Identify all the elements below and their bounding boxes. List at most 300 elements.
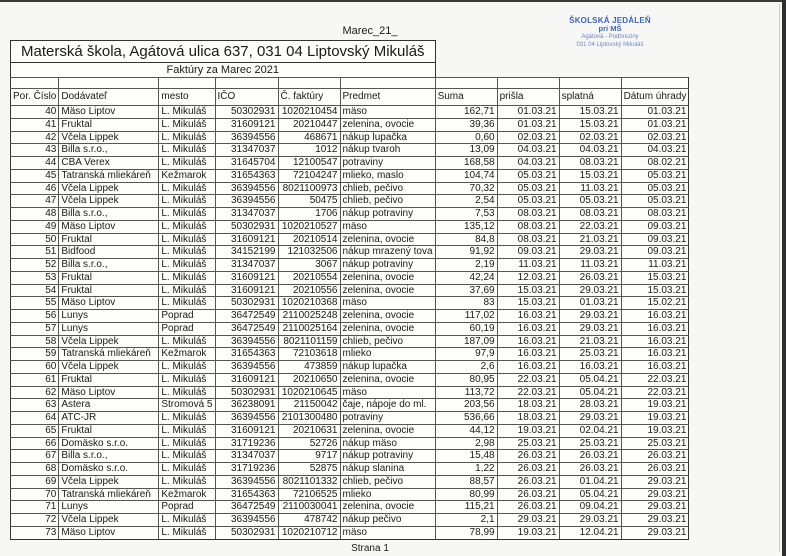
cell-payment-date: 02.03.21 bbox=[621, 131, 689, 144]
cell-payment-date: 09.03.21 bbox=[621, 220, 689, 233]
cell-invoice-number: 20210650 bbox=[278, 373, 340, 386]
table-row bbox=[11, 284, 689, 297]
cell-city: L. Mikuláš bbox=[159, 437, 215, 450]
cell-company-id: 36394556 bbox=[215, 475, 278, 488]
cell-invoice-number: 468671 bbox=[278, 131, 340, 144]
cell-subject: potraviny bbox=[340, 412, 435, 425]
cell-invoice-number: 1020210368 bbox=[278, 297, 340, 310]
table-row bbox=[11, 386, 689, 399]
cell-city: L. Mikuláš bbox=[159, 259, 215, 272]
column-header: Por. Číslo bbox=[11, 89, 59, 106]
cell-invoice-number: 1012 bbox=[278, 144, 340, 157]
cell-invoice-number: 1020210454 bbox=[278, 106, 340, 119]
cell-company-id: 31609121 bbox=[215, 271, 278, 284]
cell-amount: 13,09 bbox=[435, 144, 497, 157]
cell-due-date: 12.04.21 bbox=[559, 526, 621, 539]
column-header: mesto bbox=[159, 89, 215, 106]
cell-subject: zelenina, ovocie bbox=[340, 233, 435, 246]
cell-city: Kežmarok bbox=[159, 169, 215, 182]
cell-received-date: 01.03.21 bbox=[497, 118, 559, 131]
cell-amount: 88,57 bbox=[435, 475, 497, 488]
cell-row-number: 59 bbox=[11, 348, 59, 361]
cell-subject: mäso bbox=[340, 220, 435, 233]
cell-city: L. Mikuláš bbox=[159, 208, 215, 221]
cell-invoice-number: 1020210712 bbox=[278, 526, 340, 539]
cell-row-number: 73 bbox=[11, 526, 59, 539]
cell-city: Poprad bbox=[159, 501, 215, 514]
cell-company-id: 50302931 bbox=[215, 386, 278, 399]
subtitle-row bbox=[11, 63, 689, 78]
column-header: splatná bbox=[559, 89, 621, 106]
table-row bbox=[11, 373, 689, 386]
cell-amount: 1,22 bbox=[435, 463, 497, 476]
column-header: IČO bbox=[215, 89, 278, 106]
cell-subject: mlieko bbox=[340, 488, 435, 501]
cell-supplier: Fruktal bbox=[59, 424, 159, 437]
cell-amount: 203,56 bbox=[435, 399, 497, 412]
cell-due-date: 21.03.21 bbox=[559, 233, 621, 246]
cell-payment-date: 19.03.21 bbox=[621, 412, 689, 425]
cell-due-date: 16.03.21 bbox=[559, 361, 621, 374]
cell-payment-date: 16.03.21 bbox=[621, 348, 689, 361]
cell-amount: 80,95 bbox=[435, 373, 497, 386]
cell-received-date: 26.03.21 bbox=[497, 463, 559, 476]
cell-row-number: 64 bbox=[11, 412, 59, 425]
cell-invoice-number: 72103618 bbox=[278, 348, 340, 361]
cell-due-date: 09.04.21 bbox=[559, 501, 621, 514]
cell-received-date: 16.03.21 bbox=[497, 322, 559, 335]
cell-company-id: 31609121 bbox=[215, 233, 278, 246]
cell-city: L. Mikuláš bbox=[159, 144, 215, 157]
cell-received-date: 08.03.21 bbox=[497, 208, 559, 221]
cell-subject: nákup tvaroh bbox=[340, 144, 435, 157]
cell-invoice-number: 473859 bbox=[278, 361, 340, 374]
table-row bbox=[11, 488, 689, 501]
cell-invoice-number: 2110030041 bbox=[278, 501, 340, 514]
cell-company-id: 31347037 bbox=[215, 450, 278, 463]
cell-row-number: 46 bbox=[11, 182, 59, 195]
invoice-table bbox=[10, 40, 689, 540]
cell-supplier: Včela Lippek bbox=[59, 475, 159, 488]
cell-received-date: 08.03.21 bbox=[497, 233, 559, 246]
cell-due-date: 26.03.21 bbox=[559, 271, 621, 284]
cell-subject: mlieko bbox=[340, 348, 435, 361]
cell-amount: 536,66 bbox=[435, 412, 497, 425]
cell-payment-date: 19.03.21 bbox=[621, 424, 689, 437]
cell-received-date: 04.03.21 bbox=[497, 157, 559, 170]
cell-row-number: 57 bbox=[11, 322, 59, 335]
cell-row-number: 67 bbox=[11, 450, 59, 463]
cell-company-id: 36394556 bbox=[215, 514, 278, 527]
cell-company-id: 31719236 bbox=[215, 437, 278, 450]
cell-invoice-number: 2110025248 bbox=[278, 310, 340, 323]
cell-city: L. Mikuláš bbox=[159, 297, 215, 310]
cell-amount: 37,69 bbox=[435, 284, 497, 297]
cell-due-date: 29.03.21 bbox=[559, 310, 621, 323]
table-row bbox=[11, 322, 689, 335]
table-row bbox=[11, 259, 689, 272]
cell-city: L. Mikuláš bbox=[159, 220, 215, 233]
cell-supplier: Billa s.r.o., bbox=[59, 208, 159, 221]
cell-due-date: 29.03.21 bbox=[559, 514, 621, 527]
cell-company-id: 34152199 bbox=[215, 246, 278, 259]
cell-subject: potraviny bbox=[340, 157, 435, 170]
cell-due-date: 29.03.21 bbox=[559, 284, 621, 297]
cell-payment-date: 09.03.21 bbox=[621, 233, 689, 246]
cell-row-number: 48 bbox=[11, 208, 59, 221]
cell-invoice-number: 8021101332 bbox=[278, 475, 340, 488]
cell-invoice-number: 20210554 bbox=[278, 271, 340, 284]
cell-row-number: 44 bbox=[11, 157, 59, 170]
document-subtitle: Faktúry za Marec 2021 bbox=[11, 63, 436, 78]
cell-company-id: 36472549 bbox=[215, 501, 278, 514]
cell-invoice-number: 121032506 bbox=[278, 246, 340, 259]
cell-row-number: 41 bbox=[11, 118, 59, 131]
cell-city: Kežmarok bbox=[159, 488, 215, 501]
cell-due-date: 25.03.21 bbox=[559, 348, 621, 361]
cell-amount: 2,19 bbox=[435, 259, 497, 272]
cell-supplier: Včela Lippek bbox=[59, 195, 159, 208]
table-row bbox=[11, 246, 689, 259]
cell-amount: 60,19 bbox=[435, 322, 497, 335]
cell-due-date: 02.04.21 bbox=[559, 424, 621, 437]
cell-supplier: ATC-JR bbox=[59, 412, 159, 425]
cell-company-id: 36394556 bbox=[215, 412, 278, 425]
cell-invoice-number: 20210514 bbox=[278, 233, 340, 246]
cell-supplier: Billa s.r.o., bbox=[59, 259, 159, 272]
cell-payment-date: 11.03.21 bbox=[621, 259, 689, 272]
cell-company-id: 36394556 bbox=[215, 182, 278, 195]
cell-row-number: 45 bbox=[11, 169, 59, 182]
cell-row-number: 53 bbox=[11, 271, 59, 284]
cell-amount: 70,32 bbox=[435, 182, 497, 195]
cell-company-id: 36394556 bbox=[215, 195, 278, 208]
cell-received-date: 26.03.21 bbox=[497, 501, 559, 514]
cell-amount: 0,60 bbox=[435, 131, 497, 144]
cell-supplier: Lunys bbox=[59, 322, 159, 335]
cell-received-date: 05.03.21 bbox=[497, 182, 559, 195]
cell-city: L. Mikuláš bbox=[159, 450, 215, 463]
cell-received-date: 11.03.21 bbox=[497, 259, 559, 272]
cell-company-id: 31654363 bbox=[215, 488, 278, 501]
cell-city: L. Mikuláš bbox=[159, 514, 215, 527]
column-header: Č. faktúry bbox=[278, 89, 340, 106]
column-header: prišla bbox=[497, 89, 559, 106]
cell-invoice-number: 2101300480 bbox=[278, 412, 340, 425]
cell-invoice-number: 72106525 bbox=[278, 488, 340, 501]
cell-city: L. Mikuláš bbox=[159, 526, 215, 539]
table-row bbox=[11, 182, 689, 195]
cell-row-number: 72 bbox=[11, 514, 59, 527]
cell-subject: nákup lupačka bbox=[340, 361, 435, 374]
cell-due-date: 29.03.21 bbox=[559, 322, 621, 335]
cell-received-date: 16.03.21 bbox=[497, 310, 559, 323]
cell-amount: 91,92 bbox=[435, 246, 497, 259]
cell-payment-date: 16.03.21 bbox=[621, 322, 689, 335]
cell-supplier: Lunys bbox=[59, 501, 159, 514]
cell-subject: nákup slanina bbox=[340, 463, 435, 476]
table-row bbox=[11, 118, 689, 131]
cell-invoice-number: 50475 bbox=[278, 195, 340, 208]
cell-subject: mäso bbox=[340, 297, 435, 310]
cell-due-date: 08.03.21 bbox=[559, 208, 621, 221]
cell-company-id: 31609121 bbox=[215, 118, 278, 131]
cell-amount: 162,71 bbox=[435, 106, 497, 119]
cell-supplier: Včela Lippek bbox=[59, 182, 159, 195]
cell-due-date: 15.03.21 bbox=[559, 169, 621, 182]
cell-company-id: 31609121 bbox=[215, 373, 278, 386]
table-row bbox=[11, 169, 689, 182]
cell-payment-date: 22.03.21 bbox=[621, 373, 689, 386]
cell-due-date: 22.03.21 bbox=[559, 220, 621, 233]
cell-city: L. Mikuláš bbox=[159, 106, 215, 119]
cell-row-number: 49 bbox=[11, 220, 59, 233]
cell-company-id: 50302931 bbox=[215, 297, 278, 310]
table-row bbox=[11, 310, 689, 323]
cell-row-number: 40 bbox=[11, 106, 59, 119]
cell-city: L. Mikuláš bbox=[159, 246, 215, 259]
cell-row-number: 51 bbox=[11, 246, 59, 259]
cell-city: L. Mikuláš bbox=[159, 233, 215, 246]
cell-payment-date: 09.03.21 bbox=[621, 246, 689, 259]
cell-city: L. Mikuláš bbox=[159, 131, 215, 144]
cell-amount: 135,12 bbox=[435, 220, 497, 233]
cell-company-id: 36472549 bbox=[215, 322, 278, 335]
cell-payment-date: 29.03.21 bbox=[621, 488, 689, 501]
cell-company-id: 36394556 bbox=[215, 361, 278, 374]
cell-received-date: 04.03.21 bbox=[497, 144, 559, 157]
cell-payment-date: 15.03.21 bbox=[621, 271, 689, 284]
cell-amount: 2,54 bbox=[435, 195, 497, 208]
table-row bbox=[11, 361, 689, 374]
cell-company-id: 31347037 bbox=[215, 144, 278, 157]
cell-due-date: 05.03.21 bbox=[559, 195, 621, 208]
cell-supplier: Astera bbox=[59, 399, 159, 412]
table-row bbox=[11, 131, 689, 144]
cell-amount: 44,12 bbox=[435, 424, 497, 437]
cell-payment-date: 26.03.21 bbox=[621, 463, 689, 476]
cell-due-date: 04.03.21 bbox=[559, 144, 621, 157]
cell-due-date: 29.03.21 bbox=[559, 412, 621, 425]
cell-amount: 2,1 bbox=[435, 514, 497, 527]
cell-amount: 15,48 bbox=[435, 450, 497, 463]
cell-invoice-number: 52875 bbox=[278, 463, 340, 476]
cell-company-id: 36394556 bbox=[215, 335, 278, 348]
cell-city: L. Mikuláš bbox=[159, 335, 215, 348]
table-row bbox=[11, 348, 689, 361]
cell-received-date: 12.03.21 bbox=[497, 271, 559, 284]
cell-invoice-number: 1706 bbox=[278, 208, 340, 221]
cell-company-id: 36472549 bbox=[215, 310, 278, 323]
cell-subject: zelenina, ovocie bbox=[340, 373, 435, 386]
cell-invoice-number: 8021101159 bbox=[278, 335, 340, 348]
cell-due-date: 11.03.21 bbox=[559, 259, 621, 272]
cell-due-date: 02.03.21 bbox=[559, 131, 621, 144]
header-row bbox=[11, 89, 689, 106]
cell-row-number: 50 bbox=[11, 233, 59, 246]
cell-amount: 2,98 bbox=[435, 437, 497, 450]
table-row bbox=[11, 208, 689, 221]
cell-due-date: 05.04.21 bbox=[559, 373, 621, 386]
cell-amount: 115,21 bbox=[435, 501, 497, 514]
cell-city: L. Mikuláš bbox=[159, 373, 215, 386]
column-header: Dátum úhrady bbox=[621, 89, 689, 106]
column-header: Predmet bbox=[340, 89, 435, 106]
cell-payment-date: 29.03.21 bbox=[621, 501, 689, 514]
sheet-name: Marec_21_ bbox=[342, 25, 398, 37]
cell-due-date: 01.04.21 bbox=[559, 475, 621, 488]
cell-invoice-number: 9717 bbox=[278, 450, 340, 463]
cell-subject: chlieb, pečivo bbox=[340, 195, 435, 208]
cell-received-date: 18.03.21 bbox=[497, 412, 559, 425]
cell-subject: zelenina, ovocie bbox=[340, 310, 435, 323]
cell-amount: 83 bbox=[435, 297, 497, 310]
cell-row-number: 63 bbox=[11, 399, 59, 412]
cell-invoice-number: 1020210527 bbox=[278, 220, 340, 233]
cell-invoice-number: 52726 bbox=[278, 437, 340, 450]
cell-city: L. Mikuláš bbox=[159, 157, 215, 170]
cell-received-date: 18.03.21 bbox=[497, 399, 559, 412]
cell-received-date: 25.03.21 bbox=[497, 437, 559, 450]
cell-row-number: 70 bbox=[11, 488, 59, 501]
cell-supplier: Billa s.r.o., bbox=[59, 450, 159, 463]
cell-invoice-number: 1020210645 bbox=[278, 386, 340, 399]
cell-payment-date: 19.03.21 bbox=[621, 399, 689, 412]
cell-amount: 7,53 bbox=[435, 208, 497, 221]
cell-subject: zelenina, ovocie bbox=[340, 284, 435, 297]
cell-company-id: 31654363 bbox=[215, 169, 278, 182]
table-row bbox=[11, 195, 689, 208]
cell-supplier: Včela Lippek bbox=[59, 335, 159, 348]
table-row bbox=[11, 220, 689, 233]
cell-supplier: Billa s.r.o., bbox=[59, 144, 159, 157]
cell-row-number: 58 bbox=[11, 335, 59, 348]
cell-row-number: 54 bbox=[11, 284, 59, 297]
cell-received-date: 26.03.21 bbox=[497, 450, 559, 463]
cell-row-number: 43 bbox=[11, 144, 59, 157]
cell-received-date: 05.03.21 bbox=[497, 169, 559, 182]
document-title: Materská škola, Agátová ulica 637, 031 04 Liptovský Mikuláš bbox=[11, 41, 436, 63]
page-number: Strana 1 bbox=[351, 543, 389, 554]
table-row bbox=[11, 526, 689, 539]
cell-amount: 97,9 bbox=[435, 348, 497, 361]
cell-amount: 104,74 bbox=[435, 169, 497, 182]
cell-amount: 42,24 bbox=[435, 271, 497, 284]
cell-supplier: Mäso Liptov bbox=[59, 106, 159, 119]
cell-subject: nákup pečivo bbox=[340, 514, 435, 527]
cell-payment-date: 16.03.21 bbox=[621, 361, 689, 374]
cell-received-date: 08.03.21 bbox=[497, 220, 559, 233]
cell-subject: chlieb, pečivo bbox=[340, 182, 435, 195]
cell-row-number: 52 bbox=[11, 259, 59, 272]
cell-amount: 39,36 bbox=[435, 118, 497, 131]
cell-row-number: 60 bbox=[11, 361, 59, 374]
cell-received-date: 26.03.21 bbox=[497, 475, 559, 488]
cell-company-id: 50302931 bbox=[215, 220, 278, 233]
cell-invoice-number: 20210631 bbox=[278, 424, 340, 437]
cell-city: L. Mikuláš bbox=[159, 475, 215, 488]
cell-payment-date: 16.03.21 bbox=[621, 310, 689, 323]
cell-city: L. Mikuláš bbox=[159, 386, 215, 399]
cell-supplier: Mäso Liptov bbox=[59, 297, 159, 310]
cell-subject: zelenina, ovocie bbox=[340, 424, 435, 437]
cell-due-date: 15.03.21 bbox=[559, 118, 621, 131]
cell-subject: mäso bbox=[340, 106, 435, 119]
cell-supplier: Tatranská mliekáreň bbox=[59, 348, 159, 361]
cell-due-date: 26.03.21 bbox=[559, 463, 621, 476]
table-row bbox=[11, 424, 689, 437]
cell-row-number: 62 bbox=[11, 386, 59, 399]
cell-row-number: 55 bbox=[11, 297, 59, 310]
cell-invoice-number: 20210556 bbox=[278, 284, 340, 297]
cell-payment-date: 05.03.21 bbox=[621, 169, 689, 182]
cell-city: Kežmarok bbox=[159, 348, 215, 361]
cell-subject: mlieko, maslo bbox=[340, 169, 435, 182]
cell-payment-date: 05.03.21 bbox=[621, 182, 689, 195]
cell-invoice-number: 3067 bbox=[278, 259, 340, 272]
cell-supplier: Mäso Liptov bbox=[59, 386, 159, 399]
cell-city: Poprad bbox=[159, 310, 215, 323]
cell-amount: 187,09 bbox=[435, 335, 497, 348]
cell-due-date: 15.03.21 bbox=[559, 106, 621, 119]
cell-city: L. Mikuláš bbox=[159, 271, 215, 284]
cell-city: L. Mikuláš bbox=[159, 284, 215, 297]
cell-payment-date: 29.03.21 bbox=[621, 526, 689, 539]
cell-city: L. Mikuláš bbox=[159, 424, 215, 437]
cell-received-date: 16.03.21 bbox=[497, 361, 559, 374]
cell-company-id: 31609121 bbox=[215, 284, 278, 297]
table-row bbox=[11, 233, 689, 246]
cell-payment-date: 22.03.21 bbox=[621, 386, 689, 399]
cell-city: L. Mikuláš bbox=[159, 412, 215, 425]
cell-invoice-number: 2110025164 bbox=[278, 322, 340, 335]
cell-due-date: 11.03.21 bbox=[559, 182, 621, 195]
cell-due-date: 26.03.21 bbox=[559, 450, 621, 463]
cell-received-date: 16.03.21 bbox=[497, 335, 559, 348]
cell-company-id: 31347037 bbox=[215, 208, 278, 221]
cell-due-date: 01.03.21 bbox=[559, 297, 621, 310]
stamp-line: 031 04 Liptovský Mikuláš bbox=[576, 42, 644, 48]
cell-supplier: Fruktal bbox=[59, 373, 159, 386]
cell-supplier: Mäso Liptov bbox=[59, 526, 159, 539]
cell-amount: 113,72 bbox=[435, 386, 497, 399]
cell-subject: nákup mrazený tova bbox=[340, 246, 435, 259]
cell-row-number: 56 bbox=[11, 310, 59, 323]
cell-supplier: Včela Lippek bbox=[59, 514, 159, 527]
cell-payment-date: 29.03.21 bbox=[621, 514, 689, 527]
cell-invoice-number: 8021100973 bbox=[278, 182, 340, 195]
cell-row-number: 69 bbox=[11, 475, 59, 488]
cell-supplier: Domäsko s.r.o. bbox=[59, 437, 159, 450]
cell-supplier: CBA Verex bbox=[59, 157, 159, 170]
cell-row-number: 42 bbox=[11, 131, 59, 144]
cell-received-date: 22.03.21 bbox=[497, 373, 559, 386]
cell-row-number: 68 bbox=[11, 463, 59, 476]
cell-subject: nákup mäso bbox=[340, 437, 435, 450]
cell-amount: 78,99 bbox=[435, 526, 497, 539]
cell-payment-date: 15.03.21 bbox=[621, 284, 689, 297]
table-row bbox=[11, 335, 689, 348]
cell-due-date: 05.04.21 bbox=[559, 386, 621, 399]
table-row bbox=[11, 437, 689, 450]
cell-row-number: 47 bbox=[11, 195, 59, 208]
cell-company-id: 31719236 bbox=[215, 463, 278, 476]
cell-payment-date: 08.03.21 bbox=[621, 208, 689, 221]
cell-received-date: 15.03.21 bbox=[497, 297, 559, 310]
cell-company-id: 50302931 bbox=[215, 526, 278, 539]
cell-received-date: 22.03.21 bbox=[497, 386, 559, 399]
cell-amount: 117,02 bbox=[435, 310, 497, 323]
